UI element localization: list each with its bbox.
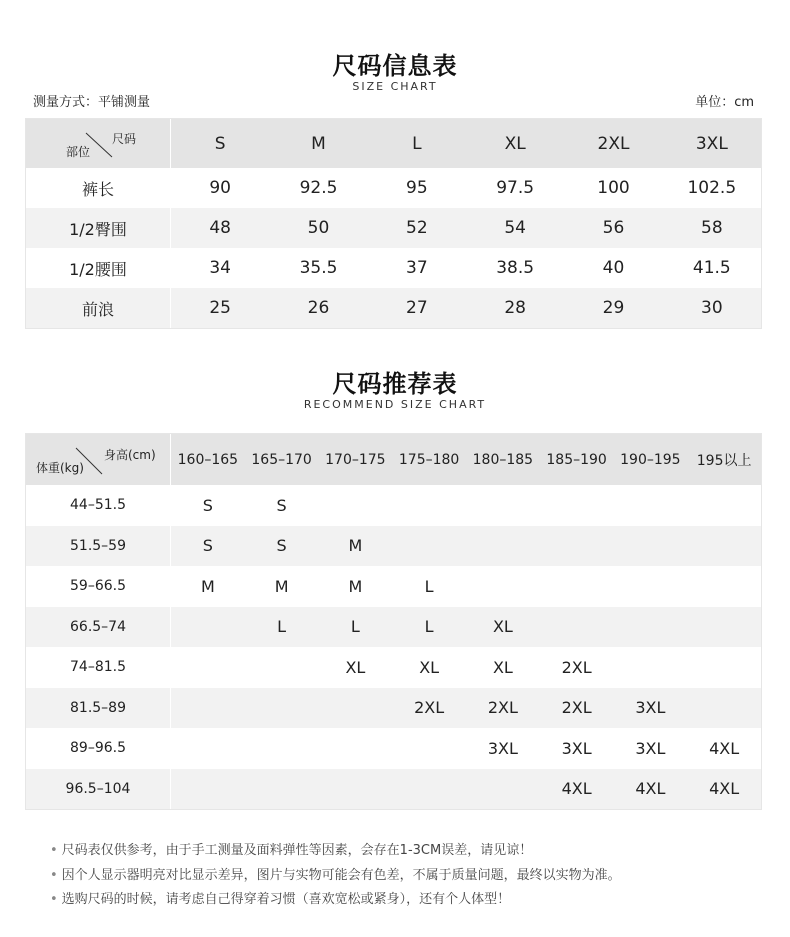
row-label: 66.5–74 [26,607,171,648]
column-header: 175–180 [392,434,466,485]
corner-bottom-label: 体重(kg) [36,461,84,475]
table-cell: L [392,607,466,648]
table-cell: 102.5 [663,168,761,208]
table-cell: 56 [564,208,662,248]
table-cell: 4XL [687,728,761,769]
table-cell: 30 [663,288,761,328]
note-3: • 选购尺码的时候，请考虑自己得穿着习惯（喜欢宽松或紧身），还有个人体型！ [50,892,511,907]
table-cell: 27 [368,288,466,328]
column-header: M [269,119,367,168]
table-cell [392,769,466,810]
column-header: 3XL [663,119,761,168]
table-cell [466,566,540,607]
table-cell [614,566,688,607]
row-label: 81.5–89 [26,688,171,729]
table-cell [319,485,393,526]
measure-method: 测量方式：平铺测量 [33,95,151,110]
table-cell: S [245,485,319,526]
table-cell: 35.5 [269,248,367,288]
table-cell: 37 [368,248,466,288]
table-cell: 4XL [614,769,688,810]
unit-label: 单位：cm [695,95,754,110]
table-cell [466,526,540,567]
table-cell: 34 [171,248,269,288]
table-cell [466,769,540,810]
table-cell [614,607,688,648]
size-chart-title: 尺码信息表 [332,52,458,80]
column-header: 180–185 [466,434,540,485]
table-cell [319,728,393,769]
table-cell: XL [392,647,466,688]
table-cell [540,526,614,567]
table-cell: 29 [564,288,662,328]
table-cell: 28 [466,288,564,328]
row-label: 51.5–59 [26,526,171,567]
table-cell [687,485,761,526]
row-label: 44–51.5 [26,485,171,526]
table-cell: 90 [171,168,269,208]
recommend-chart-title: 尺码推荐表 [332,370,458,398]
table-cell: M [245,566,319,607]
table-cell [171,769,245,810]
row-label: 74–81.5 [26,647,171,688]
table-cell: 40 [564,248,662,288]
table-cell: 3XL [540,728,614,769]
column-header: 165–170 [245,434,319,485]
column-header: 190–195 [614,434,688,485]
table-cell: 3XL [614,688,688,729]
note-2: • 因个人显示器明亮对比显示差异，图片与实物可能会有色差，不属于质量问题，最终以实物为准。 [50,868,621,883]
table-cell: 97.5 [466,168,564,208]
table-cell [614,526,688,567]
table-cell [687,688,761,729]
table-cell: S [171,526,245,567]
table-cell [614,647,688,688]
table-cell: S [171,485,245,526]
table-cell [614,485,688,526]
recommend-chart-table [26,434,761,809]
corner-diagonal-line [26,119,171,168]
table-cell: XL [466,607,540,648]
size-chart-subtitle: SIZE CHART [352,80,438,93]
table-cell [171,688,245,729]
table-corner-header [26,119,171,168]
table-cell: 25 [171,288,269,328]
column-header: 185–190 [540,434,614,485]
table-cell [392,485,466,526]
column-header: 160–165 [171,434,245,485]
row-label: 59–66.5 [26,566,171,607]
row-label: 89–96.5 [26,728,171,769]
table-cell [687,647,761,688]
row-label: 1/2臀围 [26,208,171,248]
table-cell [171,728,245,769]
table-cell [171,647,245,688]
table-cell: L [392,566,466,607]
table-cell [392,728,466,769]
table-cell: 2XL [466,688,540,729]
table-cell: XL [319,647,393,688]
table-cell [245,647,319,688]
table-cell [687,607,761,648]
table-cell [540,485,614,526]
table-cell: 3XL [614,728,688,769]
table-cell: 2XL [540,688,614,729]
table-cell [466,485,540,526]
table-corner-header [26,434,171,485]
table-cell [319,688,393,729]
table-cell [319,769,393,810]
table-cell: L [245,607,319,648]
table-cell [245,688,319,729]
table-cell: XL [466,647,540,688]
column-header: 170–175 [319,434,393,485]
recommend-chart-subtitle: RECOMMEND SIZE CHART [303,398,487,411]
table-cell [687,566,761,607]
table-cell: 38.5 [466,248,564,288]
column-header: XL [466,119,564,168]
table-cell: 48 [171,208,269,248]
table-cell: 41.5 [663,248,761,288]
note-3-text: 选购尺码的时候，请考虑自己得穿着习惯（喜欢宽松或紧身），还有个人体型！ [61,892,511,907]
table-cell: 26 [269,288,367,328]
table-cell: M [171,566,245,607]
corner-top-label: 身高(cm) [104,448,156,462]
table-cell: 2XL [540,647,614,688]
table-cell [540,566,614,607]
table-cell: 3XL [466,728,540,769]
table-cell: M [319,566,393,607]
corner-top-label: 尺码 [112,132,137,146]
column-header: S [171,119,269,168]
table-cell [540,607,614,648]
row-label: 裤长 [26,168,171,208]
table-cell [171,607,245,648]
column-header: 2XL [564,119,662,168]
note-1-text: 尺码表仅供参考，由于手工测量及面料弹性等因素，会存在1-3CM误差，请见谅！ [61,843,533,858]
table-cell: 4XL [687,769,761,810]
table-cell: 100 [564,168,662,208]
column-header: L [368,119,466,168]
table-cell: S [245,526,319,567]
row-label: 96.5–104 [26,769,171,810]
note-1: • 尺码表仅供参考，由于手工测量及面料弹性等因素，会存在1-3CM误差，请见谅！ [50,843,533,858]
table-cell: 58 [663,208,761,248]
table-cell: 2XL [392,688,466,729]
table-cell: 54 [466,208,564,248]
table-cell: 95 [368,168,466,208]
table-cell [245,728,319,769]
table-cell: 50 [269,208,367,248]
row-label: 1/2腰围 [26,248,171,288]
table-cell [687,526,761,567]
table-cell: 92.5 [269,168,367,208]
table-cell [392,526,466,567]
table-cell: M [319,526,393,567]
size-chart-table [26,119,761,328]
row-label: 前浪 [26,288,171,328]
corner-bottom-label: 部位 [66,145,91,159]
note-2-text: 因个人显示器明亮对比显示差异，图片与实物可能会有色差，不属于质量问题，最终以实物为准。 [61,868,621,883]
table-cell: L [319,607,393,648]
table-cell: 4XL [540,769,614,810]
column-header: 195以上 [687,434,761,485]
table-cell [245,769,319,810]
table-cell: 52 [368,208,466,248]
